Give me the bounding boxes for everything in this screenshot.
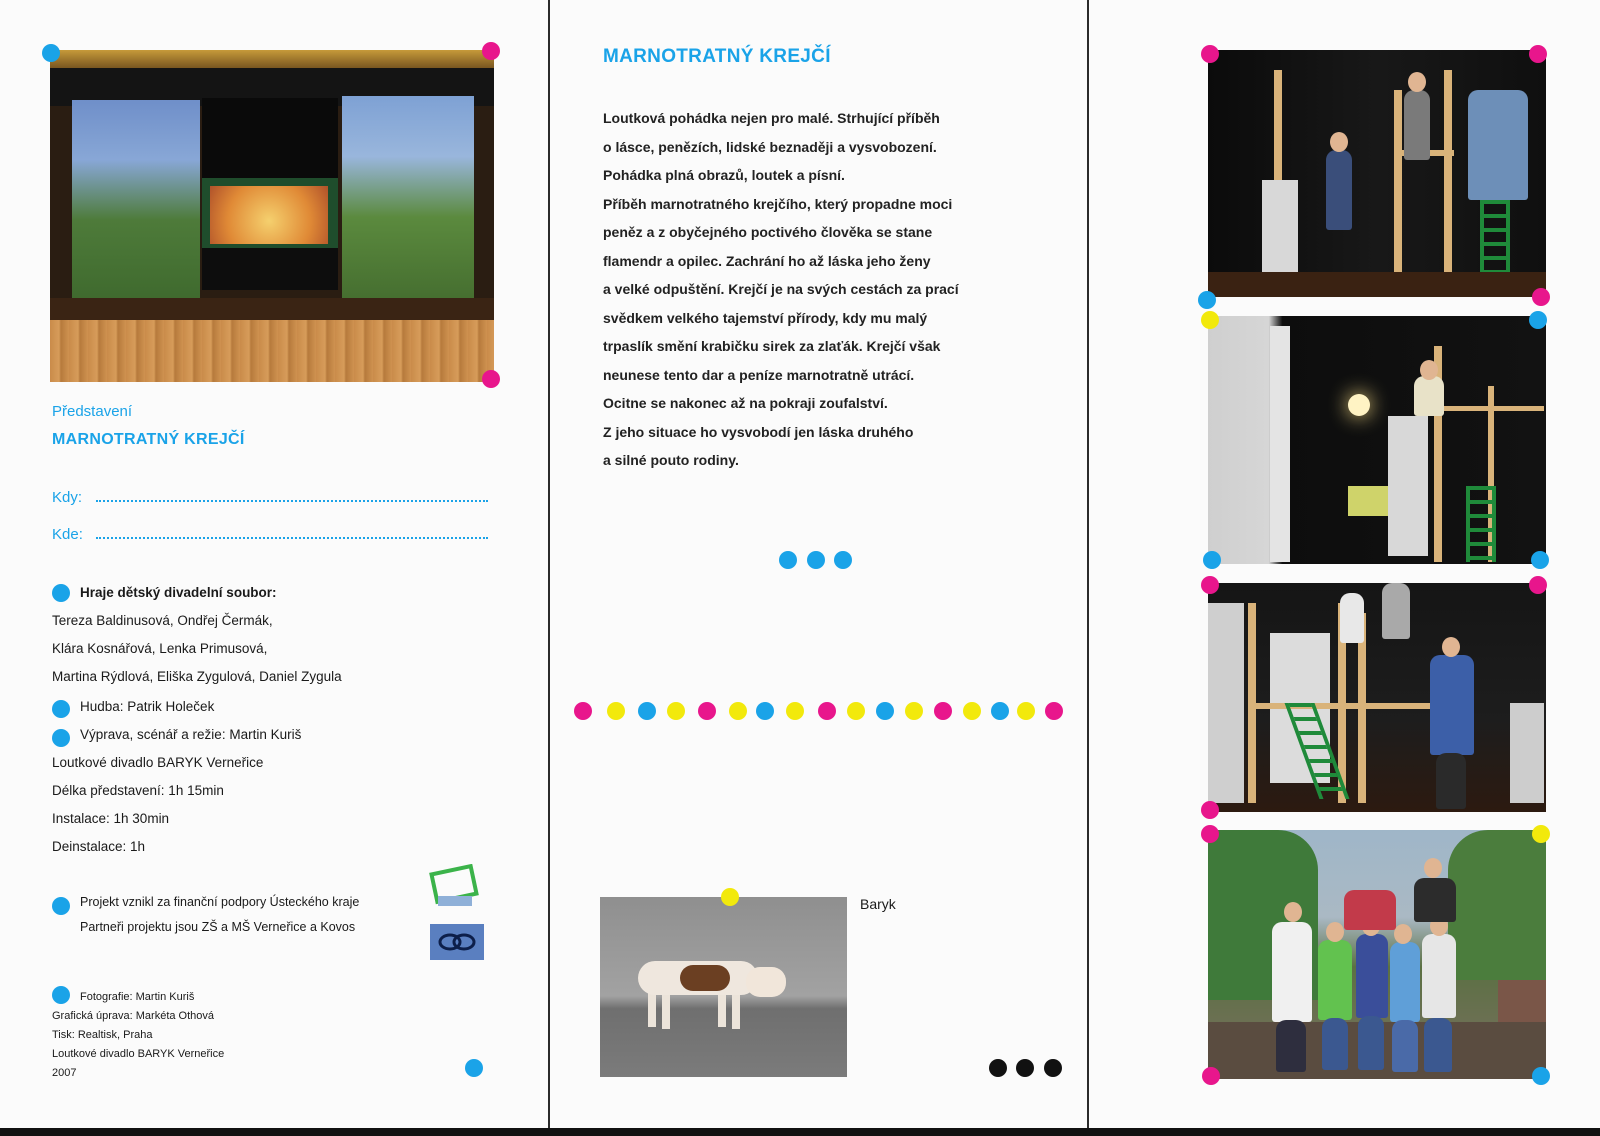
corner-dot	[1529, 311, 1547, 329]
bullet-dot	[52, 986, 70, 1004]
ornament-dot	[786, 702, 804, 720]
staging-credit: Výprava, scénář a režie: Martin Kuriš	[80, 727, 302, 742]
install-info: Instalace: 1h 30min	[52, 811, 170, 826]
corner-dot	[482, 370, 500, 388]
where-line	[96, 537, 488, 539]
ornament-dot	[989, 1059, 1007, 1077]
credit-line: Loutkové divadlo BARYK Verneřice	[52, 1048, 225, 1060]
group-photo	[1208, 830, 1546, 1079]
bullet-dot	[52, 700, 70, 718]
corner-dot	[1529, 45, 1547, 63]
ornament-dot	[818, 702, 836, 720]
uninstall-info: Deinstalace: 1h	[52, 839, 146, 854]
ornament-dot	[638, 702, 656, 720]
ornament-dot	[779, 551, 797, 569]
corner-dot	[1201, 801, 1219, 819]
ornament-dot	[1016, 1059, 1034, 1077]
corner-dot	[1201, 825, 1219, 843]
story-line: a silné pouto rodiny.	[603, 452, 739, 468]
dog-caption: Baryk	[860, 896, 896, 912]
corner-dot	[1198, 291, 1216, 309]
corner-dot	[1531, 551, 1549, 569]
credit-line: Fotografie: Martin Kuriš	[80, 991, 195, 1003]
story-line: Příběh marnotratného krejčího, který propadne moci	[603, 195, 953, 212]
ornament-dot	[876, 702, 894, 720]
ornament-dot	[905, 702, 923, 720]
corner-dot	[1532, 1067, 1550, 1085]
corner-dot	[721, 888, 739, 906]
ornament-dot	[847, 702, 865, 720]
story-line: neunese tento dar a peníze marnotratně utrácí.	[603, 366, 915, 383]
stage-photo	[50, 50, 494, 382]
story-line: o lásce, penězích, lidské beznaději a vysvobození.	[603, 138, 937, 155]
ornament-dot	[963, 702, 981, 720]
credit-line: Tisk: Realtisk, Praha	[52, 1029, 153, 1041]
cast-line: Tereza Baldinusová, Ondřej Čermák,	[52, 613, 273, 628]
ornament-dot	[934, 702, 952, 720]
rehearsal-photo-2	[1208, 316, 1546, 564]
theatre-name: Loutkové divadlo BARYK Verneřice	[52, 755, 264, 770]
ornament-dot	[807, 551, 825, 569]
bullet-dot	[52, 897, 70, 915]
cast-line: Martina Rýdlová, Eliška Zygulová, Daniel Zygula	[52, 669, 342, 684]
ornament-dot	[991, 702, 1009, 720]
story-line: svědkem velkého tajemství přírody, kdy mu malý	[603, 309, 928, 326]
project-partners: Partneři projektu jsou ZŠ a MŠ Verneřice a Kovos	[80, 920, 356, 934]
music-credit: Hudba: Patrik Holeček	[80, 699, 215, 714]
ornament-dot	[834, 551, 852, 569]
story-line: Z jeho situace ho vysvobodí jen láska druhého	[603, 423, 914, 440]
story-line: flamendr a opilec. Zachrání ho až láska jeho ženy	[603, 252, 931, 269]
ornament-dot	[607, 702, 625, 720]
corner-dot	[1201, 45, 1219, 63]
corner-dot	[1532, 825, 1550, 843]
cast-line: Klára Kosnářová, Lenka Primusová,	[52, 641, 268, 656]
story-line: a velké odpuštění. Krejčí je na svých cestách za prací	[603, 281, 959, 297]
partner-logo	[430, 924, 484, 960]
ornament-dot	[667, 702, 685, 720]
corner-dot	[1203, 551, 1221, 569]
when-label: Kdy:	[52, 489, 83, 506]
story-line: Ocitne se nakonec až na pokraji zoufalství.	[603, 395, 888, 411]
ornament-dot	[1045, 702, 1063, 720]
story-line: trpaslík smění krabičku sirek za zlaťák. Krejčí však	[603, 338, 941, 354]
rehearsal-photo-1	[1208, 50, 1546, 297]
bottom-rule	[0, 1128, 1600, 1136]
bullet-dot	[52, 584, 70, 602]
story-line: Pohádka plná obrazů, loutek a písní.	[603, 167, 845, 183]
where-label: Kde:	[52, 526, 83, 543]
corner-dot	[1201, 576, 1219, 594]
ornament-dot	[574, 702, 592, 720]
ornament-dot	[1017, 702, 1035, 720]
corner-dot	[482, 42, 500, 60]
column-divider-right	[1087, 0, 1089, 1128]
when-line	[96, 500, 488, 502]
performance-title: MARNOTRATNÝ KREJČÍ	[52, 431, 245, 448]
performance-subtitle: Představení	[52, 403, 133, 420]
column-divider-left	[548, 0, 550, 1128]
corner-dot	[1202, 1067, 1220, 1085]
ornament-dot	[756, 702, 774, 720]
dog-puppet-photo	[600, 897, 847, 1077]
story-line: Loutková pohádka nejen pro malé. Strhující příběh	[603, 110, 940, 126]
credit-line: Grafická úprava: Markéta Othová	[52, 1010, 215, 1022]
credit-line: 2007	[52, 1067, 77, 1079]
corner-dot	[1529, 576, 1547, 594]
corner-dot	[1532, 288, 1550, 306]
bullet-dot	[52, 729, 70, 747]
ornament-dot	[698, 702, 716, 720]
ornament-dot	[729, 702, 747, 720]
corner-dot	[1201, 311, 1219, 329]
corner-dot	[42, 44, 60, 62]
duration-info: Délka představení: 1h 15min	[52, 783, 224, 798]
cast-heading: Hraje dětský divadelní soubor:	[80, 585, 277, 600]
decorative-dot	[465, 1059, 483, 1077]
region-logo	[428, 864, 486, 912]
rehearsal-photo-3	[1208, 583, 1546, 812]
project-funding: Projekt vznikl za finanční podpory Ústeckého kraje	[80, 895, 360, 909]
ornament-dot	[1044, 1059, 1062, 1077]
story-title: MARNOTRATNÝ KREJČÍ	[603, 46, 831, 67]
story-text	[603, 104, 1043, 475]
story-line: peněz a z obyčejného poctivého člověka se stane	[603, 224, 933, 240]
